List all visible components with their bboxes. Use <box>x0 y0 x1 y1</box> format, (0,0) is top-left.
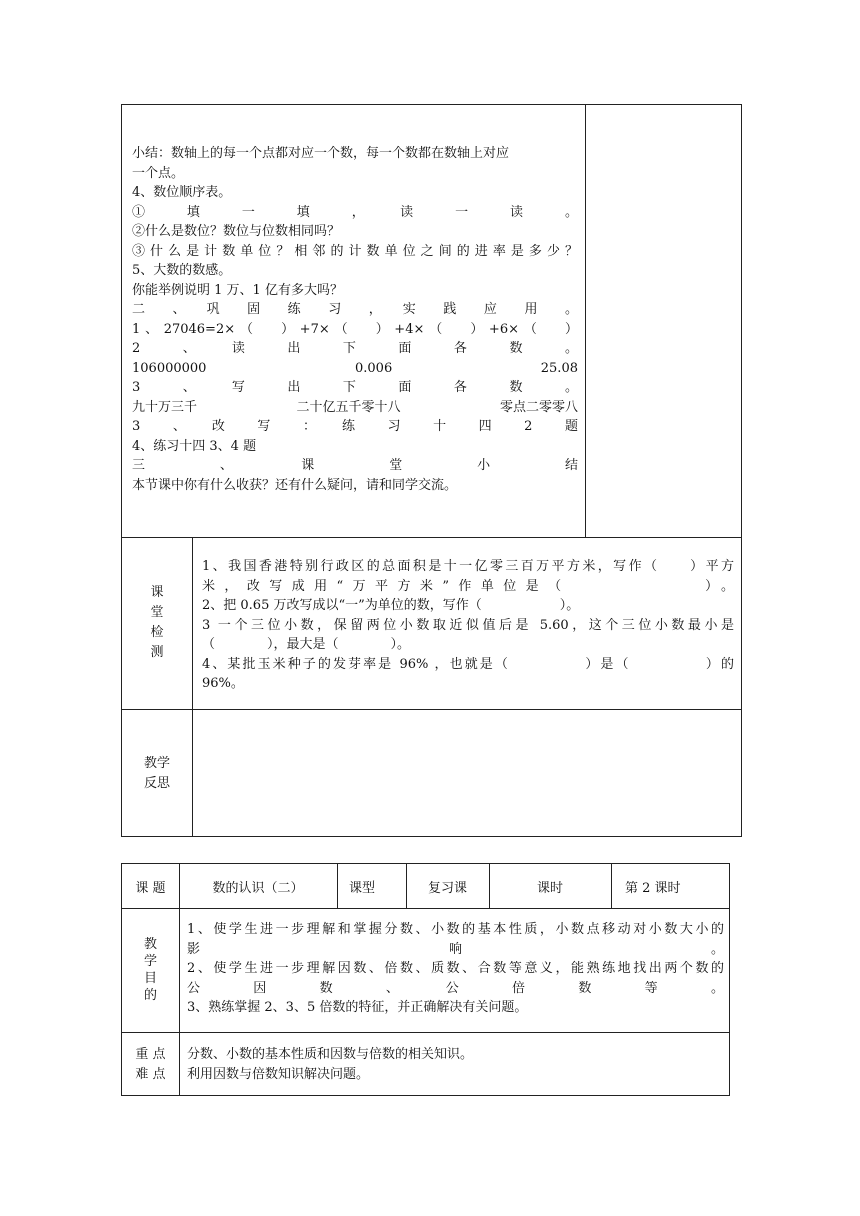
label-char: 目 <box>143 971 157 986</box>
content-line: 一个点。 <box>132 165 185 181</box>
topic-value: 数的认识（二） <box>212 880 304 896</box>
label-char: 学 <box>143 954 157 969</box>
key-points-content <box>187 1045 724 1084</box>
label-char: 测 <box>150 645 164 660</box>
class-hours-value: 第 2 课时 <box>625 880 681 896</box>
content-line: ③什么是计数单位？相邻的计数单位之间的进率是多少？ <box>132 243 578 259</box>
goal-line: 2、使学生进一步理解因数、倍数、质数、合数等意义，能熟练地找出两个数的 <box>187 961 724 976</box>
goal-line: 影 响 。 <box>187 941 724 957</box>
content-line: 4、数位顺序表。 <box>132 185 232 200</box>
goal-line: 1、使学生进一步理解和掌握分数、小数的基本性质，小数点移动对小数大小的 <box>187 922 724 937</box>
label-char: 反思 <box>143 775 170 791</box>
content-line: 1 、 27046=2× （ ） +7× （ ） +4× （ ） +6× （ ） <box>132 321 578 337</box>
number-2: 0.006 <box>355 360 393 376</box>
key-points-label <box>122 1032 179 1097</box>
check-question-line: 2、把 0.65 万改写成以“一”为单位的数，写作（ ）。 <box>202 598 580 613</box>
content-line: 3 、 改 写 ： 练 习 十 四 2 题 <box>132 419 578 434</box>
teaching-goals-label <box>122 908 179 1032</box>
write-numbers-instruction: 3 、 写 出 下 面 各 数 。 <box>132 380 578 395</box>
label-char: 难 点 <box>135 1066 166 1082</box>
content-line: 你能举例说明 1 万、1 亿有多大吗？ <box>132 282 343 298</box>
topic-label: 课 题 <box>135 880 166 896</box>
content-line: 5、大数的数感。 <box>132 263 232 278</box>
words-row <box>132 398 578 418</box>
content-line: 三 、 课 堂 小 结 <box>132 458 578 473</box>
content-line: 二 、 巩 固 练 习 ， 实 践 应 用 。 <box>132 302 578 317</box>
content-line: 本节课中你有什么收获？还有什么疑问，请和同学交流。 <box>132 477 458 493</box>
lesson-process-content <box>132 144 578 495</box>
check-question-line: 96%。 <box>202 676 244 691</box>
label-char: 检 <box>150 625 164 640</box>
check-question-line: 3 一个三位小数，保留两位小数取近似值后是 5.60，这个三位小数最小是 <box>202 617 734 633</box>
word-number-3: 零点二零零八 <box>499 399 578 415</box>
check-question-line: 4、某批玉米种子的发芽率是 96% ，也就是（ ）是（ ）的 <box>202 656 734 672</box>
class-hours-label: 课时 <box>536 880 563 896</box>
lesson-plan-table-lower <box>121 863 730 1096</box>
teaching-reflection-content[interactable] <box>193 710 742 837</box>
label-char: 堂 <box>150 605 164 620</box>
teaching-goals-content <box>187 920 724 1018</box>
label-char: 教 <box>143 937 157 952</box>
label-char: 课 <box>150 585 164 600</box>
goal-line: 公 因 数 、 公 倍 数 等 。 <box>187 980 724 996</box>
lesson-plan-table-upper <box>121 104 742 837</box>
number-1: 106000000 <box>132 360 207 376</box>
content-line: 2 、 读 出 下 面 各 数 。 <box>132 341 578 356</box>
number-3: 25.08 <box>540 360 578 376</box>
content-line: 小结：数轴上的每一个点都对应一个数，每一个数都在数轴上对应 <box>132 146 510 161</box>
label-char: 的 <box>143 988 157 1003</box>
content-line: 4、练习十四 3、4 题 <box>132 438 257 454</box>
label-char: 教学 <box>143 755 170 771</box>
check-question-line: 1、我国香港特别行政区的总面积是十一亿零三百万平方米，写作（ ）平方 <box>202 559 734 574</box>
key-point-line: 分数、小数的基本性质和因数与倍数的相关知识。 <box>187 1047 474 1062</box>
class-check-label <box>122 537 192 709</box>
lesson-type-label: 课型 <box>348 880 375 896</box>
content-line: ① 填 一 填 ， 读 一 读 。 <box>132 204 578 220</box>
goal-line: 3、熟练掌握 2、3、5 倍数的特征，并正确解决有关问题。 <box>187 1000 528 1015</box>
numbers-row <box>132 359 578 379</box>
content-line: ②什么是数位？数位与位数相同吗？ <box>132 224 341 239</box>
lesson-type-value: 复习课 <box>427 880 467 896</box>
check-question-line: 米，改写成用“万平方米”作单位是（ ）。 <box>202 578 734 594</box>
word-number-1: 九十万三千 <box>132 399 198 415</box>
teaching-reflection-label <box>122 709 192 838</box>
check-question-line: （ ），最大是（ ）。 <box>202 637 411 652</box>
class-check-content <box>202 557 734 694</box>
key-point-line: 利用因数与倍数知识解决问题。 <box>187 1066 370 1082</box>
label-char: 重 点 <box>135 1046 166 1062</box>
word-number-2: 二十亿五千零十八 <box>296 399 401 415</box>
